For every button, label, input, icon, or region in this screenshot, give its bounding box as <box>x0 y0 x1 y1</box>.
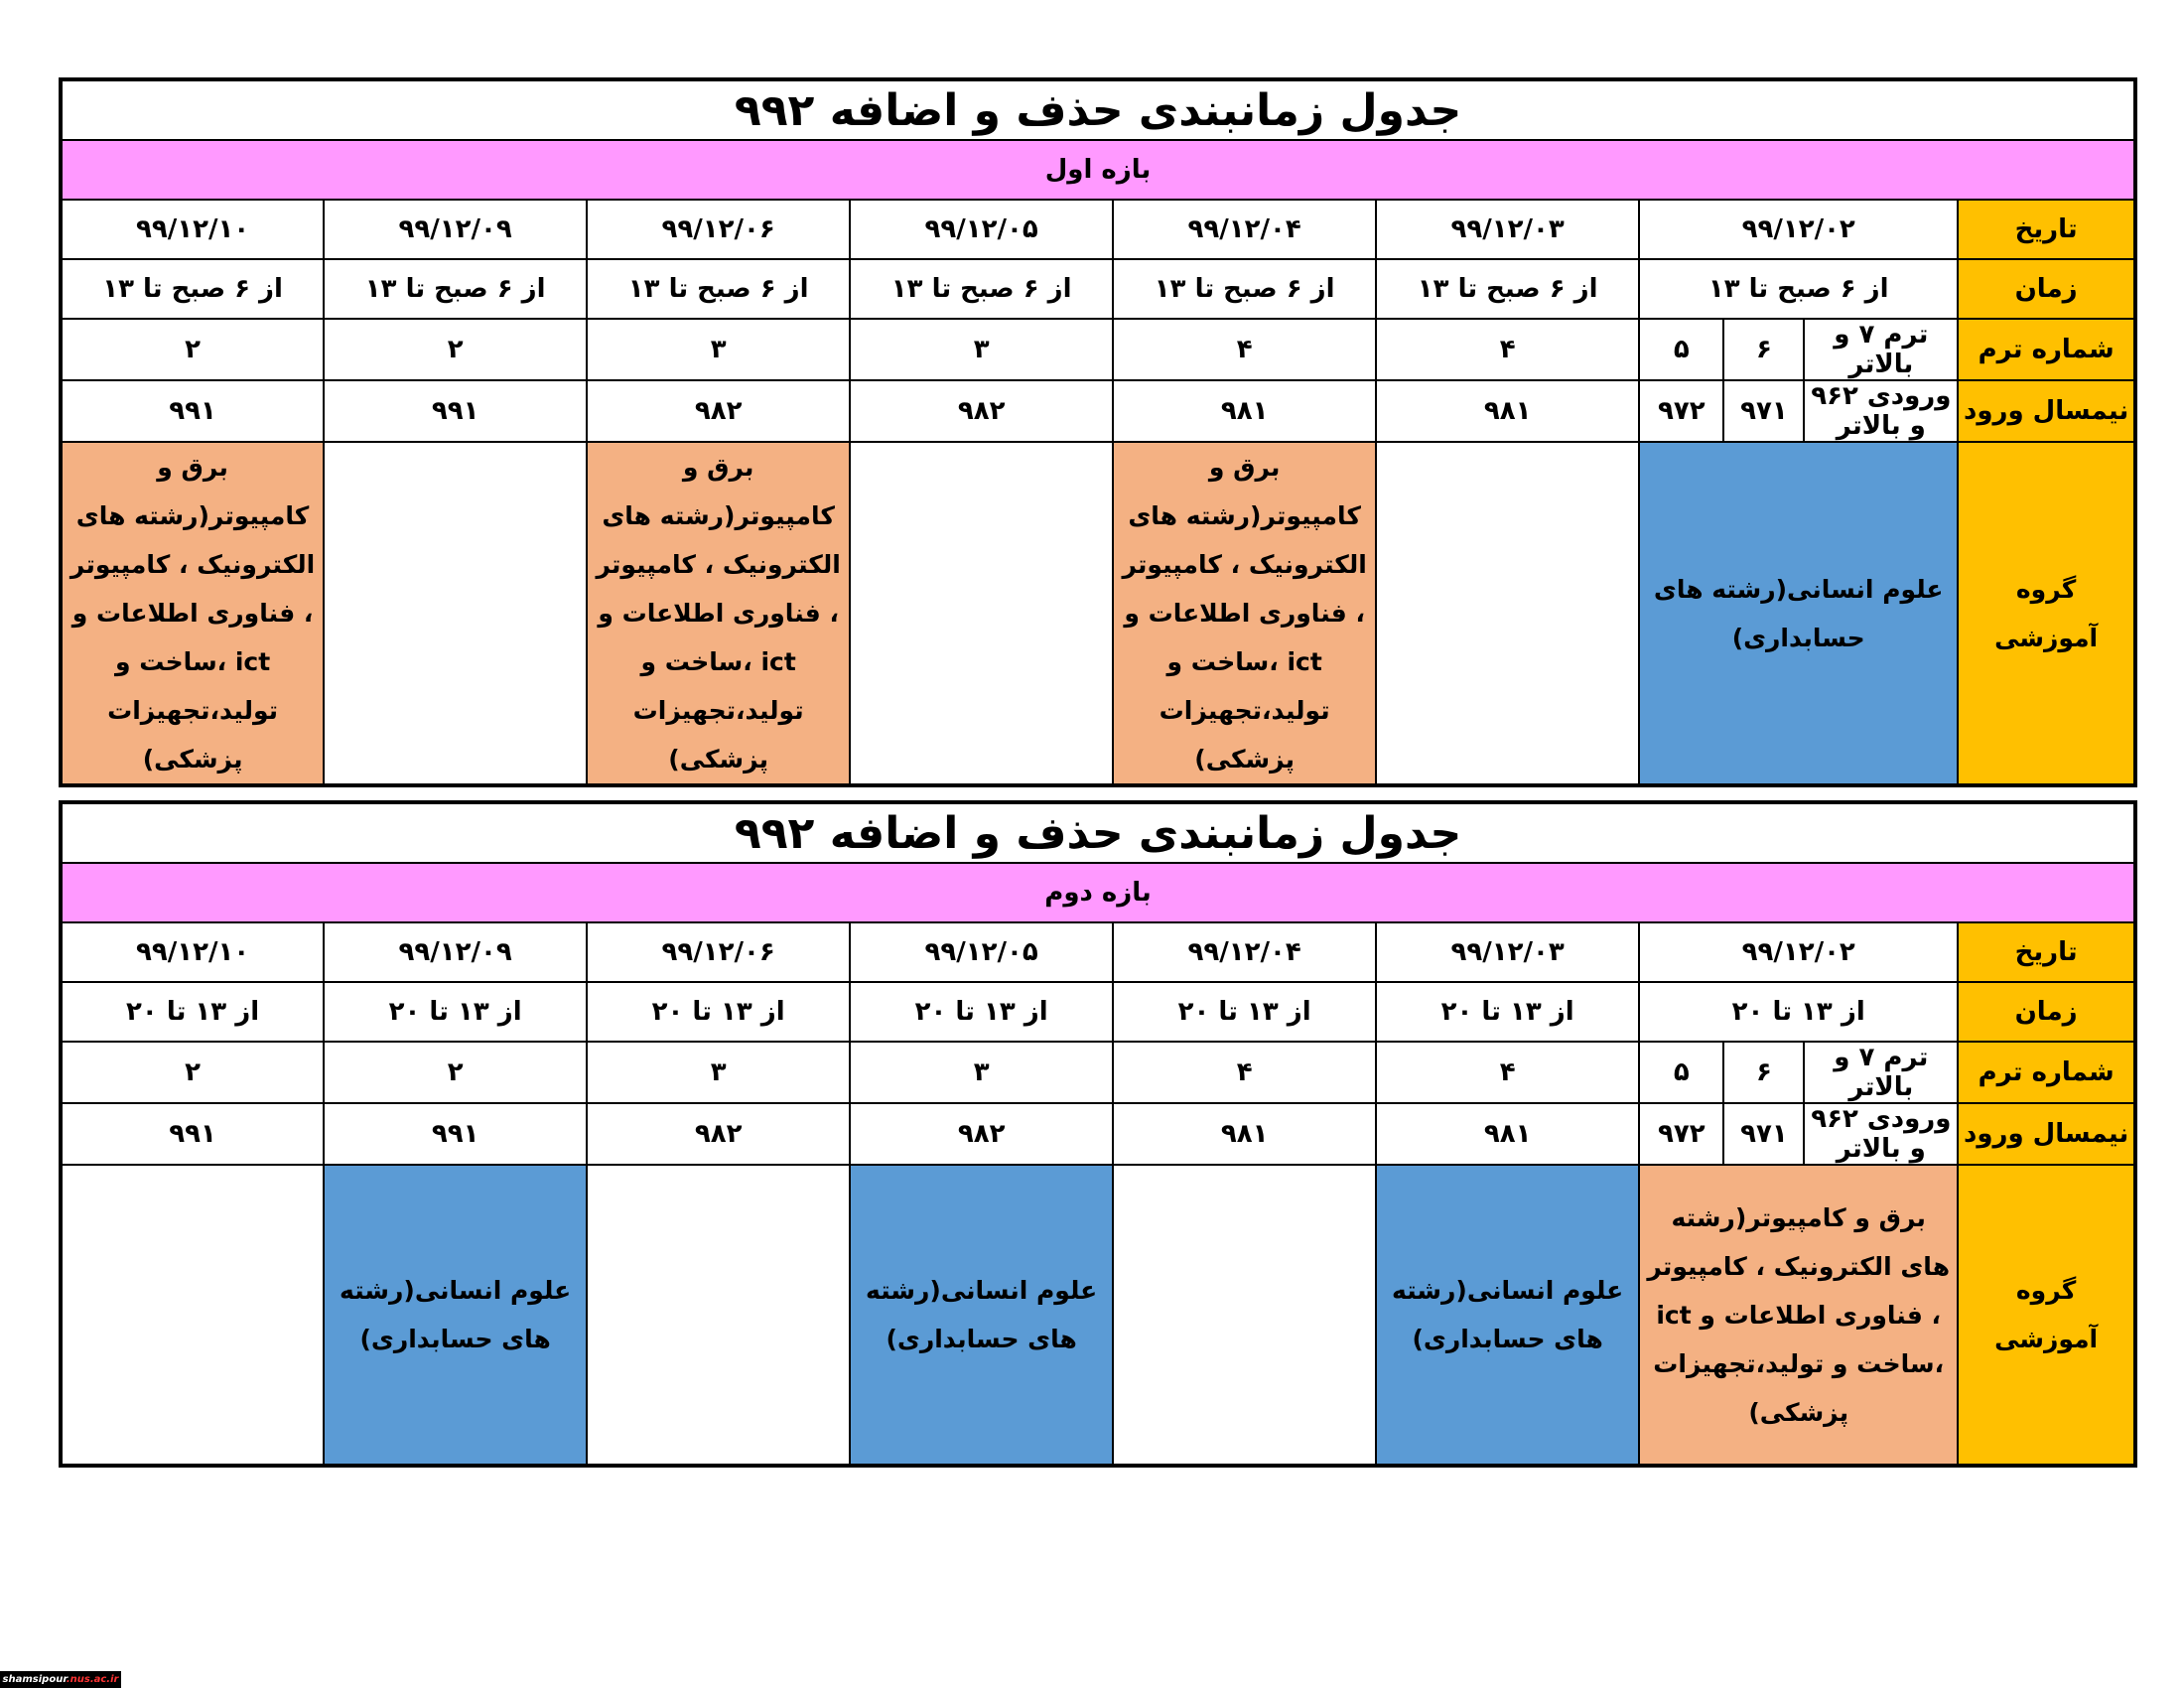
watermark-name: shamsipour <box>2 1674 67 1685</box>
term-row <box>61 1042 2135 1103</box>
entry-cell: ورودی ۹۶۲ و بالاتر <box>1804 380 1958 442</box>
entry-cell: ۹۷۱ <box>1723 1103 1804 1165</box>
time-cell: از ۱۳ تا ۲۰ <box>324 982 587 1042</box>
term-cell: ۳ <box>587 1042 850 1103</box>
date-row <box>61 922 2135 982</box>
watermark-domain: .nus.ac.ir <box>66 1674 119 1685</box>
entry-cell: ۹۸۱ <box>1113 380 1376 442</box>
term-cell: ۲ <box>61 319 324 380</box>
group-cell-engineering: برق و کامپیوتر(رشته های الکترونیک ، کامپیوتر ، فناوری اطلاعات و ict ،ساخت و تولید،تجهیزات پزشکی) <box>61 442 324 785</box>
date-cell: ۹۹/۱۲/۰۶ <box>587 200 850 259</box>
group-cell-humanities: علوم انسانی(رشته های حسابداری) <box>1376 1165 1639 1466</box>
group-cell-engineering: برق و کامپیوتر(رشته های الکترونیک ، کامپیوتر ، فناوری اطلاعات و ict ،ساخت و تولید،تجهیزات پزشکی) <box>1113 442 1376 785</box>
entry-cell: ۹۷۱ <box>1723 380 1804 442</box>
entry-cell: ورودی ۹۶۲ و بالاتر <box>1804 1103 1958 1165</box>
time-row <box>61 982 2135 1042</box>
time-cell: از ۶ صبح تا ۱۳ <box>587 259 850 319</box>
date-label: تاریخ <box>1958 922 2135 982</box>
period-label: بازه دوم <box>61 863 2135 922</box>
date-cell: ۹۹/۱۲/۰۹ <box>324 200 587 259</box>
entry-label: نیمسال ورود <box>1958 380 2135 442</box>
table-title: جدول زمانبندی حذف و اضافه ۹۹۲ <box>61 79 2135 140</box>
entry-cell: ۹۹۱ <box>61 1103 324 1165</box>
time-cell: از ۶ صبح تا ۱۳ <box>61 259 324 319</box>
time-cell: از ۱۳ تا ۲۰ <box>587 982 850 1042</box>
term-cell: ۵ <box>1639 1042 1723 1103</box>
term-cell: ۶ <box>1723 319 1804 380</box>
entry-cell: ۹۸۱ <box>1376 1103 1639 1165</box>
date-cell: ۹۹/۱۲/۰۲ <box>1639 922 1958 982</box>
time-cell: از ۶ صبح تا ۱۳ <box>850 259 1113 319</box>
entry-cell: ۹۸۲ <box>587 380 850 442</box>
term-cell: ترم ۷ و بالاتر <box>1804 319 1958 380</box>
group-cell-empty <box>1376 442 1639 785</box>
date-label: تاریخ <box>1958 200 2135 259</box>
group-cell-engineering: برق و کامپیوتر(رشته های الکترونیک ، کامپیوتر ، فناوری اطلاعات و ict ،ساخت و تولید،تجهیزات پزشکی) <box>587 442 850 785</box>
date-cell: ۹۹/۱۲/۱۰ <box>61 922 324 982</box>
time-cell: از ۱۳ تا ۲۰ <box>1376 982 1639 1042</box>
group-cell-engineering: برق و کامپیوتر(رشته های الکترونیک ، کامپیوتر ، فناوری اطلاعات و ict ،ساخت و تولید،تجهیزات پزشکی) <box>1639 1165 1958 1466</box>
time-label: زمان <box>1958 982 2135 1042</box>
term-row <box>61 319 2135 380</box>
entry-cell: ۹۷۲ <box>1639 1103 1723 1165</box>
time-cell: از ۱۳ تا ۲۰ <box>1113 982 1376 1042</box>
group-cell-humanities: علوم انسانی(رشته های حسابداری) <box>1639 442 1958 785</box>
date-cell: ۹۹/۱۲/۰۶ <box>587 922 850 982</box>
term-cell: ۲ <box>324 319 587 380</box>
entry-cell: ۹۹۱ <box>324 1103 587 1165</box>
entry-cell: ۹۸۱ <box>1376 380 1639 442</box>
date-cell: ۹۹/۱۲/۰۵ <box>850 200 1113 259</box>
group-label: گروه آموزشی <box>1958 1165 2135 1466</box>
time-cell: از ۱۳ تا ۲۰ <box>850 982 1113 1042</box>
group-cell-humanities: علوم انسانی(رشته های حسابداری) <box>324 1165 587 1466</box>
entry-row <box>61 1103 2135 1165</box>
time-cell: از ۶ صبح تا ۱۳ <box>1639 259 1958 319</box>
entry-cell: ۹۸۲ <box>850 1103 1113 1165</box>
date-cell: ۹۹/۱۲/۰۴ <box>1113 200 1376 259</box>
group-cell-empty <box>1113 1165 1376 1466</box>
date-row <box>61 200 2135 259</box>
term-cell: ۴ <box>1113 1042 1376 1103</box>
term-label: شماره ترم <box>1958 319 2135 380</box>
date-cell: ۹۹/۱۲/۰۹ <box>324 922 587 982</box>
group-cell-empty <box>61 1165 324 1466</box>
date-cell: ۹۹/۱۲/۰۳ <box>1376 922 1639 982</box>
date-cell: ۹۹/۱۲/۰۴ <box>1113 922 1376 982</box>
entry-cell: ۹۸۲ <box>587 1103 850 1165</box>
term-label: شماره ترم <box>1958 1042 2135 1103</box>
time-cell: از ۱۳ تا ۲۰ <box>1639 982 1958 1042</box>
time-label: زمان <box>1958 259 2135 319</box>
entry-row <box>61 380 2135 442</box>
time-cell: از ۶ صبح تا ۱۳ <box>1376 259 1639 319</box>
schedule-table-1 <box>59 77 2137 787</box>
schedule-table-2 <box>59 800 2137 1468</box>
term-cell: ۳ <box>850 319 1113 380</box>
entry-cell: ۹۹۱ <box>61 380 324 442</box>
entry-cell: ۹۸۲ <box>850 380 1113 442</box>
term-cell: ۴ <box>1376 1042 1639 1103</box>
group-cell-empty <box>324 442 587 785</box>
time-cell: از ۱۳ تا ۲۰ <box>61 982 324 1042</box>
group-label: گروه آموزشی <box>1958 442 2135 785</box>
date-cell: ۹۹/۱۲/۰۲ <box>1639 200 1958 259</box>
period-label: بازه اول <box>61 140 2135 200</box>
time-cell: از ۶ صبح تا ۱۳ <box>1113 259 1376 319</box>
group-cell-humanities: علوم انسانی(رشته های حسابداری) <box>850 1165 1113 1466</box>
entry-cell: ۹۸۱ <box>1113 1103 1376 1165</box>
term-cell: ۳ <box>587 319 850 380</box>
entry-label: نیمسال ورود <box>1958 1103 2135 1165</box>
date-cell: ۹۹/۱۲/۱۰ <box>61 200 324 259</box>
entry-cell: ۹۷۲ <box>1639 380 1723 442</box>
term-cell: ۴ <box>1113 319 1376 380</box>
group-cell-empty <box>850 442 1113 785</box>
term-cell: ۲ <box>324 1042 587 1103</box>
time-cell: از ۶ صبح تا ۱۳ <box>324 259 587 319</box>
date-cell: ۹۹/۱۲/۰۵ <box>850 922 1113 982</box>
group-cell-empty <box>587 1165 850 1466</box>
source-watermark <box>0 1671 121 1688</box>
date-cell: ۹۹/۱۲/۰۳ <box>1376 200 1639 259</box>
term-cell: ۵ <box>1639 319 1723 380</box>
term-cell: ۳ <box>850 1042 1113 1103</box>
term-cell: ۲ <box>61 1042 324 1103</box>
term-cell: ترم ۷ و بالاتر <box>1804 1042 1958 1103</box>
time-row <box>61 259 2135 319</box>
term-cell: ۴ <box>1376 319 1639 380</box>
entry-cell: ۹۹۱ <box>324 380 587 442</box>
group-row <box>61 1165 2135 1466</box>
term-cell: ۶ <box>1723 1042 1804 1103</box>
group-row <box>61 442 2135 785</box>
table-title: جدول زمانبندی حذف و اضافه ۹۹۲ <box>61 802 2135 863</box>
